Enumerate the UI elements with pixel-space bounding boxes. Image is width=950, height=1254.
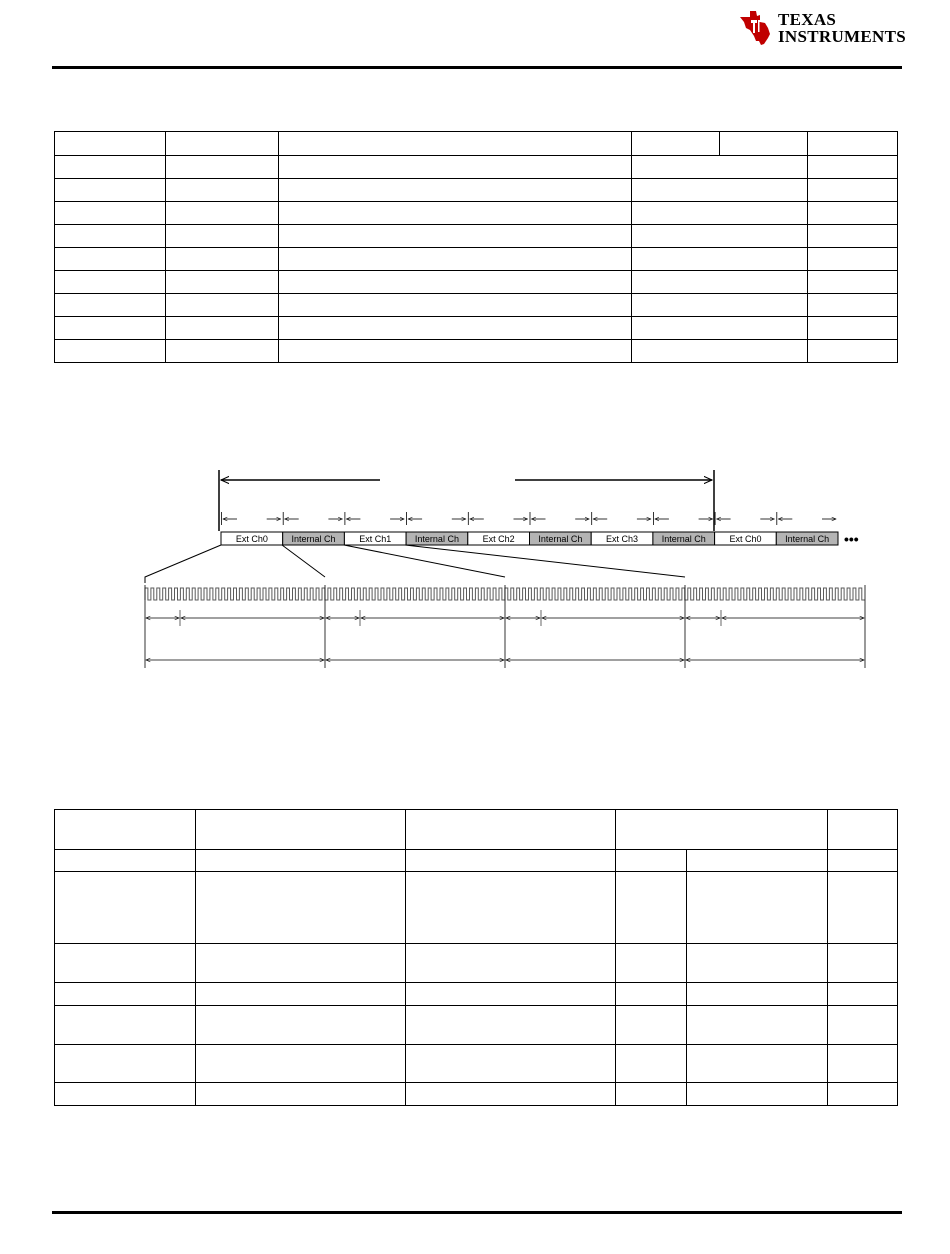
table-row	[55, 156, 898, 179]
table-cell	[279, 132, 632, 156]
wordmark-line-2: INSTRUMENTS	[778, 27, 906, 46]
slot-duration-arrow	[653, 512, 712, 525]
slot-duration-arrow	[283, 512, 342, 525]
table-row	[55, 1083, 898, 1106]
continuation-dots: •••	[844, 531, 859, 547]
table-row	[55, 944, 898, 983]
channel-slot-label: Internal Ch	[785, 534, 830, 544]
table-row	[55, 225, 898, 248]
footer-rule	[52, 1211, 902, 1214]
table-cell	[55, 132, 166, 156]
table-cell	[632, 132, 720, 156]
table-row	[55, 850, 898, 872]
channel-slot-label: Ext Ch3	[606, 534, 639, 544]
table-row	[55, 983, 898, 1006]
expansion-lines	[145, 545, 685, 583]
channel-slot-label: Ext Ch1	[359, 534, 392, 544]
ti-logo-icon	[737, 8, 777, 48]
ti-wordmark	[778, 11, 906, 45]
channel-slot	[283, 532, 345, 545]
slot-duration-arrow	[407, 512, 466, 525]
slot-duration-arrow	[468, 512, 527, 525]
channel-slot-bar	[221, 532, 838, 545]
header-rule	[52, 66, 902, 69]
channel-slot	[776, 532, 838, 545]
channel-slot	[530, 532, 592, 545]
channel-timing-diagram	[140, 465, 875, 680]
channel-slot-label: Internal Ch	[661, 534, 706, 544]
table-row	[55, 340, 898, 363]
slot-duration-arrow	[592, 512, 651, 525]
table-row	[55, 271, 898, 294]
wordmark-line-1: TEXAS	[778, 10, 837, 29]
channel-slot	[344, 532, 406, 545]
table-row	[55, 294, 898, 317]
table-cell	[720, 132, 808, 156]
channel-slot	[406, 532, 468, 545]
slot-duration-arrow	[345, 512, 404, 525]
slot-arrows	[222, 512, 837, 525]
table-row	[55, 317, 898, 340]
table-row	[55, 1045, 898, 1083]
channel-slot-label: Internal Ch	[414, 534, 459, 544]
slot-duration-arrow	[530, 512, 589, 525]
table-cell	[808, 132, 898, 156]
table-row	[55, 872, 898, 944]
slot-duration-arrow	[222, 512, 281, 525]
timing-table	[54, 809, 898, 1106]
cycle-span-arrow	[219, 470, 714, 531]
table-row	[55, 248, 898, 271]
table-header-row	[55, 132, 898, 156]
channel-slot-label: Ext Ch0	[235, 534, 268, 544]
channel-slot-label: Internal Ch	[291, 534, 336, 544]
table-header-row	[55, 810, 898, 850]
table-row	[55, 1006, 898, 1045]
table-cell	[166, 132, 279, 156]
channel-slot-label: Internal Ch	[538, 534, 583, 544]
conversion-phase-arrows	[145, 585, 865, 668]
channel-slot	[221, 532, 283, 545]
channel-slot	[468, 532, 530, 545]
slot-duration-arrow	[715, 512, 774, 525]
channel-slot	[715, 532, 777, 545]
slot-duration-arrow	[777, 512, 836, 525]
channel-slot-label: Ext Ch0	[729, 534, 762, 544]
channel-slot-label: Ext Ch2	[482, 534, 515, 544]
table-row	[55, 202, 898, 225]
table-row	[55, 179, 898, 202]
channel-slot	[653, 532, 715, 545]
channel-slot	[591, 532, 653, 545]
register-table	[54, 131, 898, 363]
